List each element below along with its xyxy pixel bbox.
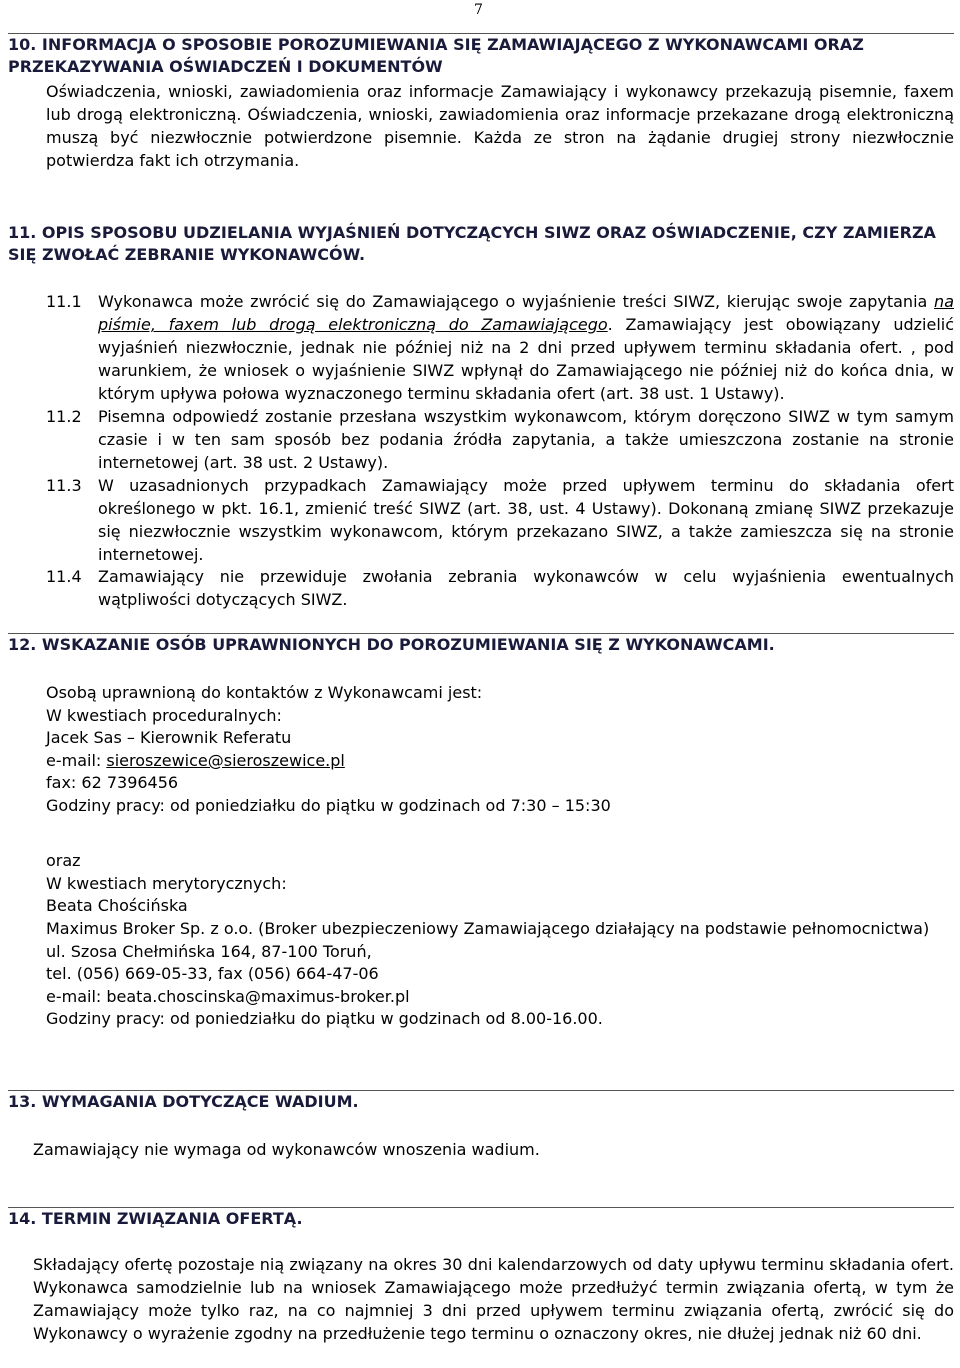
item-11-1: [46, 290, 954, 405]
contact-hours-1: Godziny pracy: od poniedziałku do piątku w godzinach od 7:30 – 15:30: [46, 795, 611, 815]
italic-underline-phrase: na piśmie, faxem lub drogą elektroniczną do Zamawiającego: [98, 292, 954, 334]
email-link[interactable]: sieroszewice@sieroszewice.pl: [106, 750, 345, 770]
item-number: 11.2: [46, 407, 82, 426]
item-number: 11.3: [46, 476, 82, 495]
contact-company: Maximus Broker Sp. z o.o. (Broker ubezpieczeniowy Zamawiającego działający na podstawie pełnomocnictwa): [46, 918, 930, 938]
contact-person-1: Jacek Sas – Kierownik Referatu: [46, 728, 292, 748]
item-11-2: [46, 405, 954, 474]
section-13-body: Zamawiający nie wymaga od wykonawców wnoszenia wadium.: [33, 1140, 540, 1159]
item-text: W uzasadnionych przypadkach Zamawiający może przed upływem terminu do składania ofert określonego w pkt. 16.1, zmienić treść SIWZ (art. 38, ust. 4 Ustawy). Dokonaną zmianę SIWZ przekazuje się niezwłocznie wszystkim wykonawcom, którym przekazano SIWZ, a także zamieszcza się na stronie internetowej.: [98, 476, 954, 564]
procedural-label: W kwestiach proceduralnych:: [46, 705, 282, 725]
item-text: Pisemna odpowiedź zostanie przesłana wszystkim wykonawcom, którym doręczono SIWZ w tym samym czasie i w ten sam sposób bez podania źródła zapytania, a także umieszczona zostanie na stronie internetowej (art. 38 ust. 2 Ustawy).: [98, 407, 954, 472]
contact-fax-1: fax: 62 7396456: [46, 773, 179, 793]
section-14-body: Składający ofertę pozostaje nią związany na okres 30 dni kalendarzowych od daty upływu terminu składania ofert. Wykonawca samodzielnie lub na wniosek Zamawiającego może przedłużyć termin związania ofertą, w tym że Zamawiający może tylko raz, na co najmniej 3 dni przed upływem terminu związania ofertą, zwrócić się do Wykonawcy o wyrażenie zgodny na przedłużenie tego terminu o oznaczony okres, nie dłużej jednak niż 60 dni.: [33, 1255, 954, 1343]
section-13-heading: 13. WYMAGANIA DOTYCZĄCE WADIUM.: [8, 1090, 954, 1113]
substantive-label: W kwestiach merytorycznych:: [46, 873, 287, 893]
section-12-heading: 12. WSKAZANIE OSÓB UPRAWNIONYCH DO POROZUMIEWANIA SIĘ Z WYKONAWCAMI.: [8, 633, 954, 656]
item-text: Wykonawca może zwrócić się do Zamawiającego o wyjaśnienie treści SIWZ, kierując swoje zapytania na piśmie, faxem lub drogą elektroniczną do Zamawiającego. Zamawiający jest obowiązany udzielić wyjaśnień niezwłocznie, jednak nie później niż na 2 dni przed upływem terminu składania ofert. , pod warunkiem, że wniosek o wyjaśnienie SIWZ wpłynął do Zamawiającego nie później niż do końca dnia, w którym upływa połowa wyznaczonego terminu składania ofert (art. 38 ust. 1 Ustawy).: [98, 292, 954, 403]
section-10-body: Oświadczenia, wnioski, zawiadomienia oraz informacje Zamawiający i wykonawcy przekazują pisemnie, faxem lub drogą elektroniczną. Oświadczenia, wnioski, zawiadomienia oraz informacje przekazane drogą elektroniczną muszą być niezwłocznie potwierdzone pisemnie. Każda ze stron na żądanie drugiej strony niezwłocznie potwierdza fakt ich otrzymania.: [46, 82, 954, 170]
contact-intro: Osobą uprawnioną do kontaktów z Wykonawcami jest:: [46, 683, 483, 702]
contact-phone: tel. (056) 669-05-33, fax (056) 664-47-06: [46, 964, 379, 984]
contact-address: ul. Szosa Chełmińska 164, 87-100 Toruń,: [46, 941, 372, 961]
contact-email-2: e-mail: beata.choscinska@maximus-broker.pl: [46, 986, 410, 1006]
section-14-heading: 14. TERMIN ZWIĄZANIA OFERTĄ.: [8, 1207, 954, 1230]
item-11-4: [46, 565, 954, 611]
item-text: Zamawiający nie przewiduje zwołania zebrania wykonawców w celu wyjaśnienia ewentualnych wątpliwości dotyczących SIWZ.: [98, 567, 954, 609]
item-number: 11.4: [46, 567, 82, 586]
email-label: e-mail:: [46, 750, 107, 770]
contact-block: [46, 682, 954, 1031]
page-number: 7: [474, 2, 483, 18]
item-11-3: [46, 474, 954, 566]
conjunction: oraz: [46, 851, 81, 871]
section-11-heading: 11. OPIS SPOSOBU UDZIELANIA WYJAŚNIEŃ DOTYCZĄCYCH SIWZ ORAZ OŚWIADCZENIE, CZY ZAMIERZA SIĘ ZWOŁAĆ ZEBRANIE WYKONAWCÓW.: [8, 223, 936, 264]
contact-hours-2: Godziny pracy: od poniedziałku do piątku w godzinach od 8.00-16.00.: [46, 1009, 603, 1029]
contact-email-1-row: [46, 750, 954, 773]
section-10-heading: 10. INFORMACJA O SPOSOBIE POROZUMIEWANIA SIĘ ZAMAWIAJĄCEGO Z WYKONAWCAMI ORAZ PRZEKAZYWANIA OŚWIADCZEŃ I DOKUMENTÓW: [8, 33, 954, 78]
item-number: 11.1: [46, 292, 82, 311]
contact-person-2: Beata Chościńska: [46, 896, 188, 916]
